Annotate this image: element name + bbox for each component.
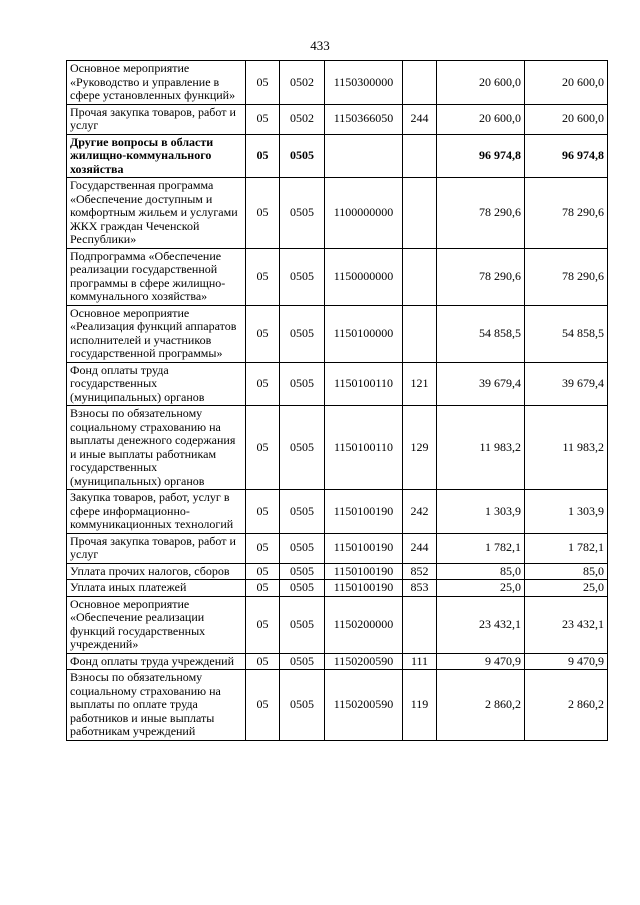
expense-type-cell: 129 — [403, 406, 437, 490]
table-row — [67, 134, 608, 178]
target-article-cell: 1150300000 — [325, 61, 403, 105]
expense-type-cell — [403, 134, 437, 178]
amount-cell-2: 2 860,2 — [525, 670, 608, 741]
expense-type-cell: 121 — [403, 362, 437, 406]
amount-cell-1: 9 470,9 — [437, 653, 525, 670]
section-code-cell: 05 — [246, 670, 280, 741]
amount-cell-2: 9 470,9 — [525, 653, 608, 670]
target-article-cell: 1150100190 — [325, 563, 403, 580]
section-code-cell: 05 — [246, 61, 280, 105]
subsection-code-cell: 0505 — [280, 580, 325, 597]
amount-cell-1: 78 290,6 — [437, 248, 525, 305]
table-row — [67, 490, 608, 534]
section-code-cell: 05 — [246, 134, 280, 178]
subsection-code-cell: 0505 — [280, 406, 325, 490]
subsection-code-cell: 0505 — [280, 670, 325, 741]
expense-type-cell: 244 — [403, 104, 437, 134]
amount-cell-1: 39 679,4 — [437, 362, 525, 406]
section-code-cell: 05 — [246, 362, 280, 406]
expense-name-cell: Прочая закупка товаров, работ и услуг — [67, 104, 246, 134]
section-code-cell: 05 — [246, 104, 280, 134]
expense-type-cell — [403, 596, 437, 653]
expense-type-cell: 852 — [403, 563, 437, 580]
amount-cell-2: 25,0 — [525, 580, 608, 597]
expense-name-cell: Взносы по обязательному социальному страхованию на выплаты денежного содержания и иные выплаты работникам государственных (муниципальных) органов — [67, 406, 246, 490]
amount-cell-2: 39 679,4 — [525, 362, 608, 406]
subsection-code-cell: 0502 — [280, 61, 325, 105]
target-article-cell: 1150100190 — [325, 533, 403, 563]
target-article-cell: 1150100190 — [325, 490, 403, 534]
amount-cell-1: 54 858,5 — [437, 305, 525, 362]
expense-name-cell: Прочая закупка товаров, работ и услуг — [67, 533, 246, 563]
amount-cell-1: 1 303,9 — [437, 490, 525, 534]
subsection-code-cell: 0505 — [280, 596, 325, 653]
expense-name-cell: Государственная программа «Обеспечение доступным и комфортным жильем и услугами ЖКХ граждан Чеченской Республики» — [67, 178, 246, 249]
budget-table-body — [67, 61, 608, 741]
expense-name-cell: Взносы по обязательному социальному страхованию на выплаты по оплате труда работников и иные выплаты работникам учреждений — [67, 670, 246, 741]
target-article-cell: 1100000000 — [325, 178, 403, 249]
target-article-cell: 1150200590 — [325, 670, 403, 741]
page-number: 433 — [310, 38, 330, 53]
expense-type-cell — [403, 305, 437, 362]
amount-cell-2: 78 290,6 — [525, 178, 608, 249]
amount-cell-1: 2 860,2 — [437, 670, 525, 741]
table-row — [67, 61, 608, 105]
expense-type-cell: 853 — [403, 580, 437, 597]
amount-cell-2: 1 303,9 — [525, 490, 608, 534]
table-row — [67, 533, 608, 563]
subsection-code-cell: 0505 — [280, 653, 325, 670]
table-row — [67, 580, 608, 597]
subsection-code-cell: 0505 — [280, 533, 325, 563]
target-article-cell: 1150200000 — [325, 596, 403, 653]
amount-cell-2: 78 290,6 — [525, 248, 608, 305]
subsection-code-cell: 0505 — [280, 248, 325, 305]
expense-type-cell — [403, 178, 437, 249]
expense-type-cell: 119 — [403, 670, 437, 741]
table-row — [67, 305, 608, 362]
target-article-cell — [325, 134, 403, 178]
expense-type-cell: 111 — [403, 653, 437, 670]
target-article-cell: 1150000000 — [325, 248, 403, 305]
target-article-cell: 1150100110 — [325, 362, 403, 406]
table-row — [67, 178, 608, 249]
subsection-code-cell: 0505 — [280, 134, 325, 178]
amount-cell-2: 11 983,2 — [525, 406, 608, 490]
target-article-cell: 1150100110 — [325, 406, 403, 490]
amount-cell-1: 25,0 — [437, 580, 525, 597]
amount-cell-1: 20 600,0 — [437, 61, 525, 105]
expense-type-cell — [403, 248, 437, 305]
amount-cell-1: 85,0 — [437, 563, 525, 580]
amount-cell-2: 20 600,0 — [525, 104, 608, 134]
section-code-cell: 05 — [246, 305, 280, 362]
subsection-code-cell: 0505 — [280, 362, 325, 406]
expense-type-cell: 242 — [403, 490, 437, 534]
amount-cell-2: 85,0 — [525, 563, 608, 580]
amount-cell-2: 54 858,5 — [525, 305, 608, 362]
expense-name-cell: Другие вопросы в области жилищно-коммунального хозяйства — [67, 134, 246, 178]
section-code-cell: 05 — [246, 178, 280, 249]
budget-table — [66, 60, 608, 741]
table-row — [67, 362, 608, 406]
table-row — [67, 248, 608, 305]
expense-name-cell: Основное мероприятие «Реализация функций аппаратов исполнителей и участников государственной программы» — [67, 305, 246, 362]
section-code-cell: 05 — [246, 596, 280, 653]
section-code-cell: 05 — [246, 490, 280, 534]
table-row — [67, 104, 608, 134]
expense-name-cell: Уплата иных платежей — [67, 580, 246, 597]
target-article-cell: 1150366050 — [325, 104, 403, 134]
section-code-cell: 05 — [246, 533, 280, 563]
expense-type-cell — [403, 61, 437, 105]
amount-cell-2: 23 432,1 — [525, 596, 608, 653]
subsection-code-cell: 0505 — [280, 490, 325, 534]
target-article-cell: 1150100000 — [325, 305, 403, 362]
expense-name-cell: Основное мероприятие «Руководство и управление в сфере установленных функций» — [67, 61, 246, 105]
expense-type-cell: 244 — [403, 533, 437, 563]
amount-cell-2: 1 782,1 — [525, 533, 608, 563]
section-code-cell: 05 — [246, 580, 280, 597]
section-code-cell: 05 — [246, 653, 280, 670]
subsection-code-cell: 0505 — [280, 305, 325, 362]
amount-cell-1: 11 983,2 — [437, 406, 525, 490]
amount-cell-2: 96 974,8 — [525, 134, 608, 178]
amount-cell-1: 78 290,6 — [437, 178, 525, 249]
table-row — [67, 406, 608, 490]
expense-name-cell: Подпрограмма «Обеспечение реализации государственной программы в сфере жилищно-коммунального хозяйства» — [67, 248, 246, 305]
expense-name-cell: Фонд оплаты труда государственных (муниципальных) органов — [67, 362, 246, 406]
section-code-cell: 05 — [246, 406, 280, 490]
section-code-cell: 05 — [246, 248, 280, 305]
table-row — [67, 563, 608, 580]
expense-name-cell: Фонд оплаты труда учреждений — [67, 653, 246, 670]
subsection-code-cell: 0505 — [280, 563, 325, 580]
amount-cell-2: 20 600,0 — [525, 61, 608, 105]
expense-name-cell: Уплата прочих налогов, сборов — [67, 563, 246, 580]
amount-cell-1: 96 974,8 — [437, 134, 525, 178]
amount-cell-1: 1 782,1 — [437, 533, 525, 563]
table-row — [67, 670, 608, 741]
subsection-code-cell: 0505 — [280, 178, 325, 249]
expense-name-cell: Основное мероприятие «Обеспечение реализации функций государственных учреждений» — [67, 596, 246, 653]
subsection-code-cell: 0502 — [280, 104, 325, 134]
section-code-cell: 05 — [246, 563, 280, 580]
table-row — [67, 596, 608, 653]
target-article-cell: 1150200590 — [325, 653, 403, 670]
expense-name-cell: Закупка товаров, работ, услуг в сфере информационно-коммуникационных технологий — [67, 490, 246, 534]
target-article-cell: 1150100190 — [325, 580, 403, 597]
amount-cell-1: 20 600,0 — [437, 104, 525, 134]
amount-cell-1: 23 432,1 — [437, 596, 525, 653]
table-row — [67, 653, 608, 670]
